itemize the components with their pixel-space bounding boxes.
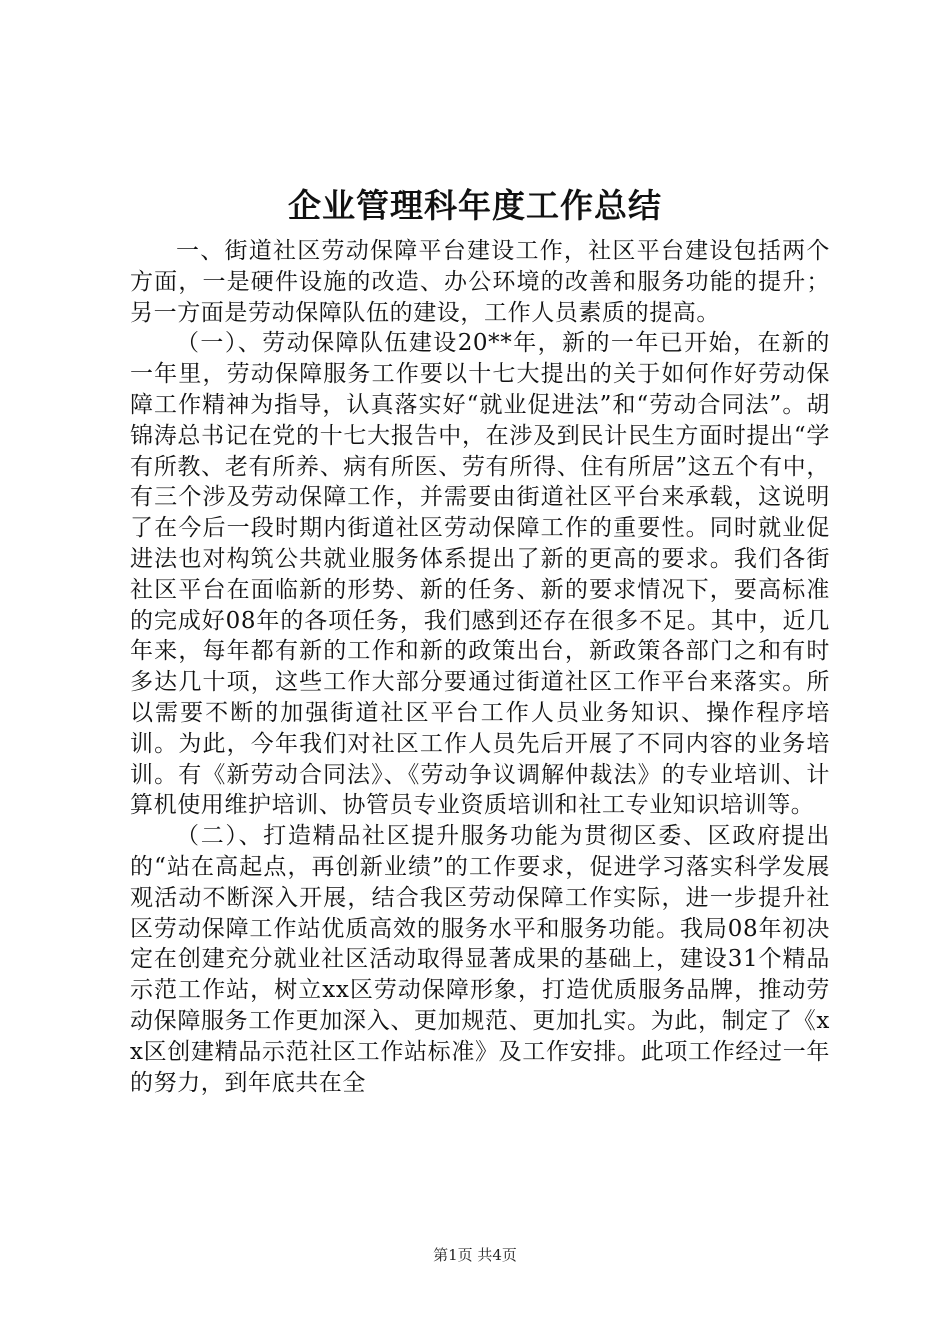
- page-number: 第1页 共4页: [433, 1246, 517, 1264]
- document-body: [130, 236, 830, 1098]
- paragraph-subsection-one: （一）、劳动保障队伍建设20**年，新的一年已开始，在新的一年里，劳动保障服务工作要以十七大提出的关于如何作好劳动保障工作精神为指导，认真落实好“就业促进法”和“劳动合同法”。胡锦涛总书记在党的十七大报告中，在涉及到民计民生方面时提出“学有所教、老有所养、病有所医、劳有所得、住有所居”这五个有中，有三个涉及劳动保障工作，并需要由街道社区平台来承载，这说明了在今后一段时期内街道社区劳动保障工作的重要性。同时就业促进法也对构筑公共就业服务体系提出了新的更高的要求。我们各街社区平台在面临新的形势、新的任务、新的要求情况下，要高标准的完成好08年的各项任务，我们感到还存在很多不足。其中，近几年来，每年都有新的工作和新的政策出台，新政策各部门之和有时多达几十项，这些工作大部分要通过街道社区工作平台来落实。所以需要不断的加强街道社区平台工作人员业务知识、操作程序培训。为此，今年我们对社区工作人员先后开展了不同内容的业务培训。有《新劳动合同法》、《劳动争议调解仲裁法》的专业培训、计算机使用维护培训、协管员专业资质培训和社工专业知识培训等。: [130, 330, 830, 819]
- paragraph-subsection-two: （二）、打造精品社区提升服务功能为贯彻区委、区政府提出的“站在高起点，再创新业绩”的工作要求，促进学习落实科学发展观活动不断深入开展，结合我区劳动保障工作实际，进一步提升社区劳动保障工作站优质高效的服务水平和服务功能。我局08年初决定在创建充分就业社区活动取得显著成果的基础上，建设31个精品示范工作站，树立xx区劳动保障形象，打造优质服务品牌，推动劳动保障服务工作更加深入、更加规范、更加扎实。为此，制定了《xx区创建精品示范社区工作站标准》及工作安排。此项工作经过一年的努力，到年底共在全: [130, 823, 830, 1096]
- document-title: 企业管理科年度工作总结: [288, 186, 662, 225]
- paragraph-section-one: 一、街道社区劳动保障平台建设工作，社区平台建设包括两个方面，一是硬件设施的改造、办公环境的改善和服务功能的提升；另一方面是劳动保障队伍的建设，工作人员素质的提高。: [130, 238, 830, 326]
- page-footer: [0, 1245, 950, 1265]
